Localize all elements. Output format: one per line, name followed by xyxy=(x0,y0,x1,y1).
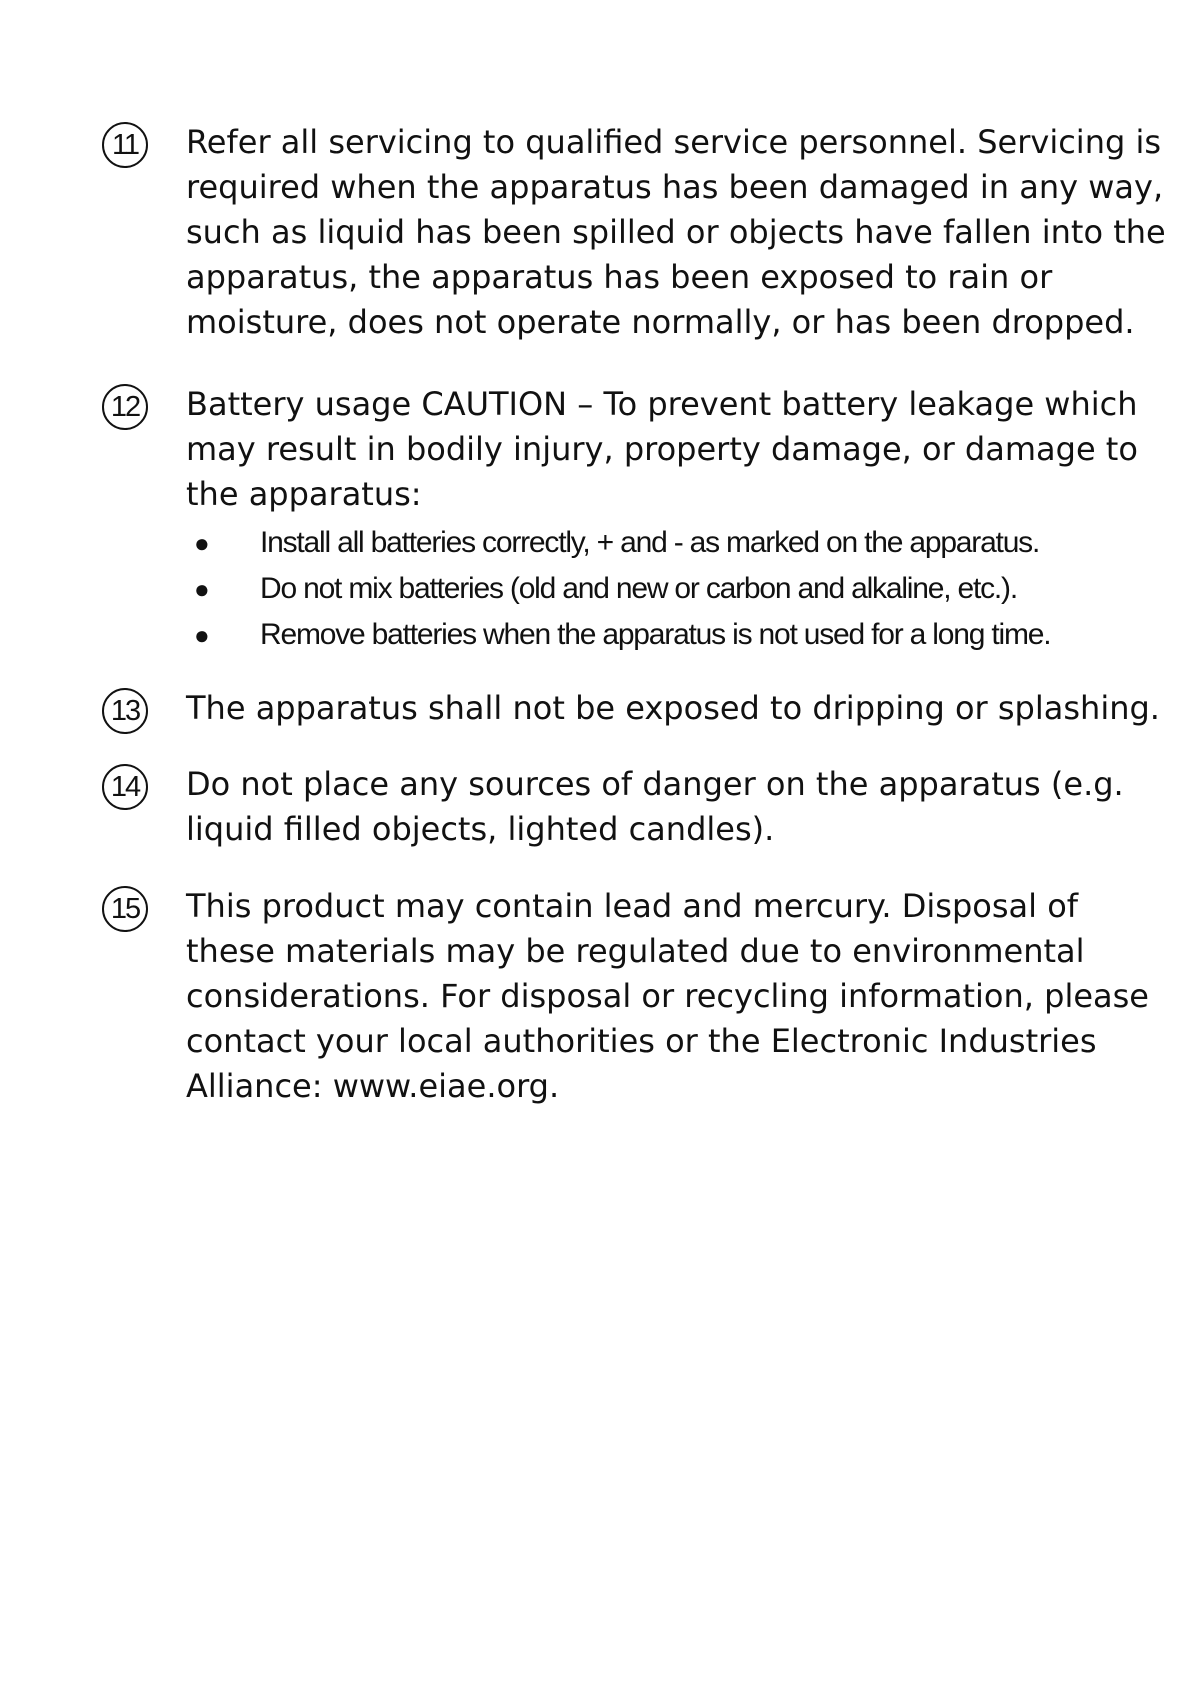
item-text: The apparatus shall not be exposed to dripping or splashing. xyxy=(186,689,1160,727)
battery-bullet-list xyxy=(186,520,1166,658)
item-text: Refer all servicing to qualified service personnel. Servicing is required when the apparatus has been damaged in any way, such as liquid has been spilled or objects have fallen into the apparatus, the apparatus has been exposed to rain or moisture, does not operate normally, or has been dropped. xyxy=(186,123,1166,341)
item-number-badge: 13 xyxy=(102,688,148,734)
item-text: This product may contain lead and mercury. Disposal of these materials may be regulated due to environmental considerations. For disposal or recycling information, please contact your local authorities or the Electronic Industries Alliance: www.eiae.org. xyxy=(186,887,1149,1105)
item-number-badge: 12 xyxy=(102,384,148,430)
list-item xyxy=(186,566,1166,612)
bullet-text: Install all batteries correctly, + and - as marked on the apparatus. xyxy=(260,526,1040,559)
bullet-icon: ● xyxy=(194,620,210,650)
bullet-icon: ● xyxy=(194,574,210,604)
bullet-icon: ● xyxy=(194,528,210,558)
list-item xyxy=(186,520,1166,566)
bullet-text: Do not mix batteries (old and new or carbon and alkaline, etc.). xyxy=(260,572,1017,605)
item-number-badge: 14 xyxy=(102,764,148,810)
list-item xyxy=(186,612,1166,658)
item-text: Battery usage CAUTION – To prevent battery leakage which may result in bodily injury, property damage, or damage to the apparatus: xyxy=(186,385,1138,513)
item-number-badge: 15 xyxy=(102,886,148,932)
bullet-text: Remove batteries when the apparatus is not used for a long time. xyxy=(260,618,1051,651)
item-text: Do not place any sources of danger on the apparatus (e.g. liquid filled objects, lighted candles). xyxy=(186,765,1124,848)
item-number-badge: 11 xyxy=(102,122,148,168)
